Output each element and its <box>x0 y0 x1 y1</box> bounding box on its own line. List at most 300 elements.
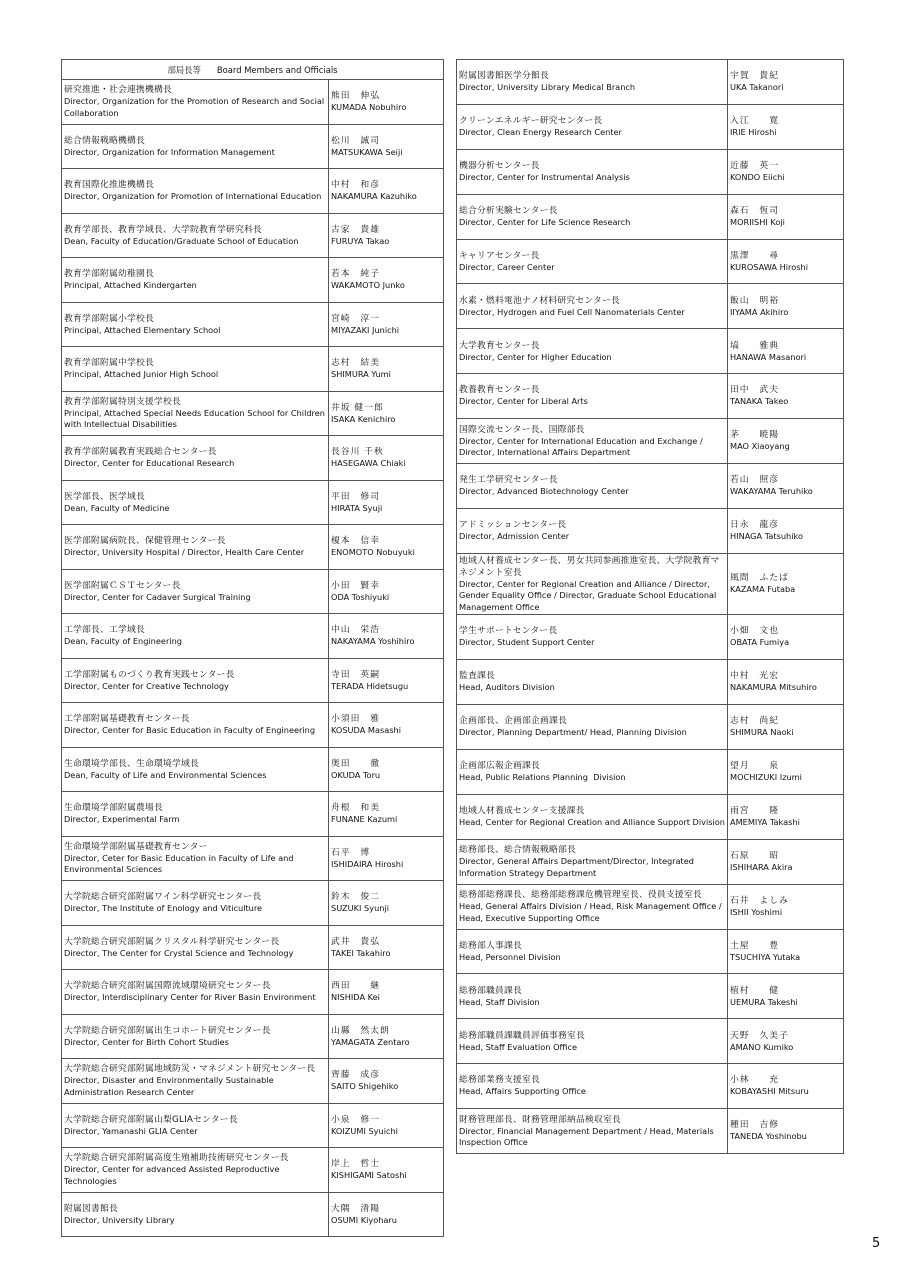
name-en: KISHIGAMI Satoshi <box>331 1170 407 1180</box>
position-jp: 教育学部附属教育実践総合センター長 <box>64 447 217 457</box>
position-en: Dean, Faculty of Life and Environmental Sciences <box>64 769 267 780</box>
name-en: SUZUKI Syunji <box>331 903 390 913</box>
table-row <box>457 1064 844 1109</box>
table-row <box>62 703 444 748</box>
position-jp: アドミッションセンター長 <box>459 520 567 531</box>
name-cell <box>728 1019 844 1064</box>
table-row <box>62 480 444 525</box>
position-jp: 地域人材養成センター支援課長 <box>459 806 585 817</box>
name-en: TSUCHIYA Yutaka <box>730 951 801 962</box>
position-en: Principal, Attached Elementary School <box>64 324 221 335</box>
name-cell <box>329 1103 444 1148</box>
position-jp: 附属図書館長 <box>64 1203 118 1214</box>
table-row <box>62 258 444 303</box>
position-en: Director, The Institute of Enology and Viticulture <box>64 903 263 913</box>
table-row <box>62 302 444 347</box>
name-cell <box>728 974 844 1019</box>
position-en: Director, Organization for Information Management <box>64 146 275 157</box>
name-en: TAKEI Takahiro <box>331 947 391 958</box>
position-jp: 企画部長、企画部企画課長 <box>459 716 567 727</box>
position-cell <box>62 1148 329 1193</box>
position-en: Director, University Hospital / Director, Health Care Center <box>64 547 305 557</box>
position-en: Dean, Faculty of Engineering <box>64 636 182 646</box>
position-en: Principal, Attached Kindergarten <box>64 280 197 290</box>
position-jp: 大学院総合研究部附属国際流域環境研究センター長 <box>64 981 271 991</box>
name-cell <box>728 660 844 705</box>
table-row <box>457 884 844 929</box>
name-jp: 石原 昭 <box>730 850 779 861</box>
position-jp: 教育学部長、教育学域長、大学院教育学研究科長 <box>64 224 262 235</box>
table-row <box>457 974 844 1019</box>
position-en: Director, Organization for the Promotion of Research and Social Collaboration <box>64 96 327 118</box>
position-en: Head, General Affairs Division / Head, Risk Management Office / Head, Executive Supporting Office <box>459 901 725 923</box>
position-en: Director, Center for Birth Cohort Studies <box>64 1036 229 1047</box>
position-jp: 発生工学研究センター長 <box>459 475 558 486</box>
name-cell <box>728 104 844 149</box>
position-cell <box>62 391 329 436</box>
name-jp: 小田 賢幸 <box>331 580 380 591</box>
name-jp: 宇賀 貴紀 <box>730 71 779 82</box>
name-cell <box>728 929 844 974</box>
name-cell <box>728 884 844 929</box>
position-en: Head, Public Relations Planning Division <box>459 772 626 783</box>
position-jp: 総務部総務課長、総務部総務課危機管理室長、役員支援室長 <box>459 890 702 901</box>
position-cell <box>457 974 728 1019</box>
position-cell <box>62 1103 329 1148</box>
name-jp: 飯山 明裕 <box>730 295 779 306</box>
name-jp: 鈴木 俊二 <box>331 892 380 902</box>
position-jp: 大学院総合研究部附属山梨GLIAセンター長 <box>64 1114 238 1125</box>
name-en: TANAKA Takeo <box>730 396 789 407</box>
position-jp: 大学教育センター長 <box>459 340 540 351</box>
position-jp: 総合情報戦略機構長 <box>64 135 145 146</box>
position-en: Director, Experimental Farm <box>64 814 180 824</box>
name-jp: 田中 武夫 <box>730 385 779 396</box>
position-cell <box>457 1064 728 1109</box>
table-row <box>457 239 844 284</box>
name-en: KUROSAWA Hiroshi <box>730 261 808 272</box>
position-jp: 大学院総合研究部附属地域防災・マネジメント研究センター長 <box>64 1064 316 1075</box>
position-jp: クリーンエネルギー研究センター長 <box>459 116 603 127</box>
position-jp: 大学院総合研究部附属ワイン科学研究センター長 <box>64 892 262 902</box>
name-cell <box>728 705 844 750</box>
position-cell <box>62 302 329 347</box>
name-jp: 松川 誠司 <box>331 135 380 146</box>
name-en: IIYAMA Akihiro <box>730 306 789 317</box>
name-jp: 黒澤 尋 <box>730 250 779 261</box>
position-en: Director, Center for Educational Research <box>64 458 235 468</box>
position-en: Dean, Faculty of Education/Graduate School of Education <box>64 235 299 246</box>
name-cell <box>329 614 444 659</box>
position-en: Director, Disaster and Environmentally Sustainable Administration Research Center <box>64 1075 277 1097</box>
position-cell <box>62 792 329 837</box>
name-en: ISHIDAIRA Hiroshi <box>331 858 404 869</box>
position-cell <box>62 480 329 525</box>
table-row <box>62 747 444 792</box>
name-jp: 石井 よしみ <box>730 895 789 906</box>
position-en: Director, Planning Department/ Head, Planning Division <box>459 727 687 738</box>
name-jp: 石平 博 <box>331 847 371 858</box>
name-cell <box>329 391 444 436</box>
header-jp: 部局長等 <box>167 64 201 75</box>
position-cell <box>457 553 728 615</box>
name-cell <box>728 839 844 884</box>
name-cell <box>329 302 444 347</box>
name-jp: 風間 ふたば <box>730 573 789 584</box>
name-en: KOBAYASHI Mitsuru <box>730 1086 809 1097</box>
position-en: Director, Organization for Promotion of International Education <box>64 191 322 201</box>
table-row <box>457 705 844 750</box>
name-jp: 中村 和彦 <box>331 180 380 190</box>
name-en: WAKAMOTO Junko <box>331 280 405 290</box>
name-cell <box>329 480 444 525</box>
name-jp: 熊田 伸弘 <box>331 91 380 101</box>
position-en: Director, Interdisciplinary Center for River Basin Environment <box>64 992 316 1002</box>
name-cell <box>728 508 844 553</box>
name-cell <box>329 436 444 481</box>
name-cell <box>329 970 444 1015</box>
name-en: SAITO Shigehiko <box>331 1081 399 1091</box>
table-row <box>457 284 844 329</box>
name-cell <box>329 80 444 125</box>
name-en: UEMURA Takeshi <box>730 996 798 1007</box>
position-jp: 医学部附属病院長、保健管理センター長 <box>64 536 226 546</box>
name-jp: 宮崎 淳一 <box>331 313 380 324</box>
name-en: KOSUDA Masashi <box>331 725 402 735</box>
position-cell <box>62 124 329 169</box>
name-cell <box>728 615 844 660</box>
position-cell <box>457 508 728 553</box>
name-en: ENOMOTO Nobuyuki <box>331 547 415 557</box>
table-row <box>62 614 444 659</box>
right-officials-table <box>456 59 844 1154</box>
position-jp: 医学部附属ＣＳＴセンター長 <box>64 580 181 591</box>
position-en: Director, Ceter for Basic Education in Faculty of Life and Environmental Sciences <box>64 852 297 875</box>
position-jp: 大学院総合研究部附属高度生殖補助技術研究センター長 <box>64 1153 289 1164</box>
position-jp: 教養教育センター長 <box>459 385 540 396</box>
position-en: Director, The Center for Crystal Science and Technology <box>64 947 294 958</box>
position-jp: 教育学部附属小学校長 <box>64 313 154 324</box>
table-row <box>62 1059 444 1104</box>
position-en: Head, Staff Division <box>459 996 540 1007</box>
name-en: HINAGA Tatsuhiko <box>730 531 803 542</box>
position-cell <box>457 1019 728 1064</box>
table-header <box>62 60 444 80</box>
position-cell <box>62 258 329 303</box>
name-en: YAMAGATA Zentaro <box>331 1036 410 1047</box>
name-jp: 種田 吉修 <box>730 1120 779 1131</box>
table-row <box>62 169 444 214</box>
table-row <box>457 374 844 419</box>
position-en: Head, Staff Evaluation Office <box>459 1041 577 1052</box>
table-row <box>62 347 444 392</box>
position-cell <box>457 374 728 419</box>
name-jp: 若本 純子 <box>331 269 380 279</box>
table-row <box>62 213 444 258</box>
name-cell <box>728 1064 844 1109</box>
name-en: NISHIDA Kei <box>331 992 380 1002</box>
position-en: Director, Yamanashi GLIA Center <box>64 1125 198 1136</box>
position-cell <box>457 239 728 284</box>
position-cell <box>62 1014 329 1059</box>
position-cell <box>457 284 728 329</box>
position-en: Director, Career Center <box>459 261 555 272</box>
position-cell <box>457 929 728 974</box>
position-jp: 地域人材養成センター長、男女共同参画推進室長、大学院教育マネジメント室長 <box>459 555 720 578</box>
name-cell <box>728 1109 844 1154</box>
name-en: UKA Takanori <box>730 82 784 93</box>
name-jp: 榎本 信幸 <box>331 536 380 546</box>
name-cell <box>329 836 444 881</box>
position-en: Director, Hydrogen and Fuel Cell Nanomaterials Center <box>459 306 685 317</box>
name-jp: 天野 久美子 <box>730 1030 789 1041</box>
name-cell <box>329 703 444 748</box>
name-jp: 武井 貴弘 <box>331 936 380 947</box>
position-cell <box>62 1059 329 1104</box>
position-jp: 教育学部附属特別支援学校長 <box>64 396 181 407</box>
position-cell <box>62 881 329 926</box>
position-jp: 生命環境学部附属農場長 <box>64 803 163 813</box>
table-row <box>62 391 444 436</box>
name-en: HANAWA Masanori <box>730 351 807 362</box>
name-jp: 井坂 健一郎 <box>331 402 384 413</box>
name-jp: 森石 恆司 <box>730 205 779 216</box>
name-cell <box>329 1059 444 1104</box>
position-cell <box>62 569 329 614</box>
name-cell <box>329 569 444 614</box>
name-en: KUMADA Nobuhiro <box>331 102 407 112</box>
table-row <box>457 1019 844 1064</box>
name-en: IRIE Hiroshi <box>730 127 777 138</box>
name-en: ISAKA Kenichiro <box>331 413 396 424</box>
position-en: Director, Center for Cadaver Surgical Training <box>64 591 251 602</box>
name-en: ISHII Yoshimi <box>730 906 783 917</box>
name-jp: 平田 修司 <box>331 491 380 502</box>
position-cell <box>62 925 329 970</box>
position-cell <box>62 703 329 748</box>
position-cell <box>62 213 329 258</box>
name-en: OKUDA Toru <box>331 769 381 780</box>
position-jp: 監査課長 <box>459 671 495 682</box>
table-row <box>62 80 444 125</box>
position-jp: 財務管理部長、財務管理部納品検収室長 <box>459 1114 621 1125</box>
name-en: OBATA Fumiya <box>730 637 790 648</box>
position-jp: 教育学部附属中学校長 <box>64 358 154 368</box>
name-en: FURUYA Takao <box>331 235 390 246</box>
name-en: ODA Toshiyuki <box>331 591 390 602</box>
name-jp: 西田 継 <box>331 981 380 991</box>
position-cell <box>62 614 329 659</box>
position-en: Director, General Affairs Department/Director, Integrated Information Strategy Department <box>459 856 697 878</box>
table-row <box>457 419 844 464</box>
name-cell <box>329 347 444 392</box>
position-jp: 医学部長、医学域長 <box>64 491 145 502</box>
name-cell <box>728 194 844 239</box>
name-cell <box>329 169 444 214</box>
name-jp: 齊藤 成彦 <box>331 1070 380 1080</box>
name-jp: 近藤 英一 <box>730 160 779 171</box>
position-jp: 教育国際化推進機構長 <box>64 180 154 190</box>
position-en: Director, Center for Basic Education in Faculty of Engineering <box>64 725 316 735</box>
position-en: Head, Auditors Division <box>459 682 555 693</box>
name-cell <box>329 213 444 258</box>
position-en: Director, Clean Energy Research Center <box>459 127 622 138</box>
name-cell <box>329 258 444 303</box>
table-row <box>457 1109 844 1154</box>
position-cell <box>457 194 728 239</box>
position-jp: 附属図書館医学分館長 <box>459 71 549 82</box>
name-cell <box>329 1014 444 1059</box>
name-cell <box>329 925 444 970</box>
position-en: Director, Center for advanced Assisted Reproductive Technologies <box>64 1164 283 1186</box>
position-cell <box>62 836 329 881</box>
position-cell <box>62 80 329 125</box>
name-en: MAO Xiaoyang <box>730 441 790 452</box>
position-jp: 総務部職員課職員評価事務室長 <box>459 1030 585 1041</box>
position-en: Director, Center for Instrumental Analysis <box>459 171 630 182</box>
position-en: Head, Personnel Division <box>459 951 561 962</box>
table-row <box>457 553 844 615</box>
name-cell <box>728 419 844 464</box>
name-cell <box>728 60 844 105</box>
table-row <box>62 925 444 970</box>
position-en: Director, Advanced Biotechnology Center <box>459 486 629 497</box>
name-en: NAKAMURA Mitsuhiro <box>730 682 817 693</box>
name-en: FUNANE Kazumi <box>331 814 398 824</box>
table-row <box>62 792 444 837</box>
name-en: MATSUKAWA Seiji <box>331 146 403 157</box>
table-row <box>62 569 444 614</box>
position-cell <box>457 749 728 794</box>
position-cell <box>457 705 728 750</box>
position-en: Director, Student Support Center <box>459 637 595 648</box>
position-jp: 企画部広報企画課長 <box>459 761 540 772</box>
name-en: MOCHIZUKI Izumi <box>730 772 802 783</box>
position-cell <box>62 525 329 570</box>
table-row <box>457 464 844 509</box>
position-en: Director, Center for Higher Education <box>459 351 612 362</box>
position-jp: 水素・燃料電池ナノ材料研究センター長 <box>459 295 620 306</box>
name-jp: 岸上 哲士 <box>331 1159 380 1169</box>
name-jp: 入江 寛 <box>730 116 779 127</box>
position-en: Director, Financial Management Department / Head, Materials Inspection Office <box>459 1125 717 1148</box>
position-en: Director, University Library <box>64 1214 175 1225</box>
table-row <box>457 794 844 839</box>
position-cell <box>457 1109 728 1154</box>
position-cell <box>62 747 329 792</box>
name-en: MORIISHI Koji <box>730 216 785 227</box>
position-cell <box>62 436 329 481</box>
name-en: NAKAMURA Kazuhiko <box>331 191 417 201</box>
header-en: Board Members and Officials <box>216 64 338 75</box>
table-row <box>62 836 444 881</box>
name-jp: 日永 龍彦 <box>730 520 779 531</box>
position-en: Head, Center for Regional Creation and Alliance Support Division <box>459 817 725 828</box>
position-jp: 大学院総合研究部附属出生コホート研究センター長 <box>64 1025 271 1036</box>
table-row <box>457 149 844 194</box>
position-cell <box>457 660 728 705</box>
position-cell <box>457 884 728 929</box>
name-jp: 小林 充 <box>730 1075 779 1086</box>
name-jp: 長谷川 千秋 <box>331 447 384 457</box>
table-row <box>62 1014 444 1059</box>
position-jp: 総務部人事課長 <box>459 940 522 951</box>
table-row <box>62 658 444 703</box>
position-jp: 工学部附属ものづくり教育実践センター長 <box>64 669 235 680</box>
position-jp: 工学部附属基礎教育センター長 <box>64 714 190 724</box>
name-jp: 山縣 然太朗 <box>331 1025 390 1036</box>
name-cell <box>329 525 444 570</box>
table-row <box>457 839 844 884</box>
table-row <box>62 124 444 169</box>
position-en: Director, Center for Life Science Research <box>459 216 631 227</box>
name-jp: 舟根 和美 <box>331 803 380 813</box>
table-row <box>457 104 844 149</box>
position-jp: 生命環境学部附属基礎教育センター <box>64 841 208 852</box>
position-jp: 総合分析実験センター長 <box>459 205 558 216</box>
name-en: ISHIHARA Akira <box>730 861 793 872</box>
table-row <box>62 970 444 1015</box>
name-en: KAZAMA Futaba <box>730 584 796 595</box>
table-row <box>62 881 444 926</box>
position-jp: 工学部長、工学域長 <box>64 625 145 635</box>
name-en: TERADA Hidetsugu <box>331 680 409 691</box>
name-jp: 古家 貴雄 <box>331 224 380 235</box>
position-cell <box>62 970 329 1015</box>
name-en: AMANO Kumiko <box>730 1041 794 1052</box>
name-cell <box>728 749 844 794</box>
name-cell <box>329 658 444 703</box>
name-en: MIYAZAKI Junichi <box>331 324 400 335</box>
table-row <box>62 1148 444 1193</box>
name-en: HIRATA Syuji <box>331 502 383 513</box>
name-en: WAKAYAMA Teruhiko <box>730 486 813 497</box>
name-jp: 雨宮 隆 <box>730 806 779 817</box>
name-cell <box>728 239 844 284</box>
name-jp: 志村 尚紀 <box>730 716 779 727</box>
name-cell <box>329 747 444 792</box>
name-cell <box>329 1192 444 1237</box>
name-en: OSUMI Kiyoharu <box>331 1214 397 1225</box>
name-jp: 奥田 徹 <box>331 758 380 769</box>
name-en: TANEDA Yoshinobu <box>730 1131 807 1142</box>
name-cell <box>329 1148 444 1193</box>
position-en: Director, Admission Center <box>459 531 570 542</box>
name-en: HASEGAWA Chiaki <box>331 458 406 468</box>
table-row <box>457 615 844 660</box>
position-en: Principal, Attached Junior High School <box>64 369 219 379</box>
position-jp: 機器分析センター長 <box>459 160 540 171</box>
name-cell <box>329 792 444 837</box>
name-jp: 中村 光宏 <box>730 671 779 682</box>
position-en: Principal, Attached Special Needs Education School for Children with Intellectual Disabilities <box>64 407 328 430</box>
position-cell <box>457 329 728 374</box>
position-cell <box>457 419 728 464</box>
position-jp: 生命環境学部長、生命環境学域長 <box>64 758 199 769</box>
name-cell <box>329 881 444 926</box>
table-row <box>62 525 444 570</box>
name-jp: 小畑 文也 <box>730 626 779 637</box>
name-en: SHIMURA Yumi <box>331 369 391 379</box>
name-jp: 茅 暁陽 <box>730 430 779 441</box>
position-jp: 教育学部附属幼稚園長 <box>64 269 154 279</box>
position-cell <box>457 615 728 660</box>
position-jp: 学生サポートセンター長 <box>459 626 558 637</box>
position-en: Director, Center for Regional Creation and Alliance / Director, Gender Equality Office / Director, Graduate School Educational Management Office <box>459 578 719 612</box>
table-row <box>457 194 844 239</box>
position-cell <box>62 347 329 392</box>
name-jp: 塙 雅典 <box>730 340 779 351</box>
